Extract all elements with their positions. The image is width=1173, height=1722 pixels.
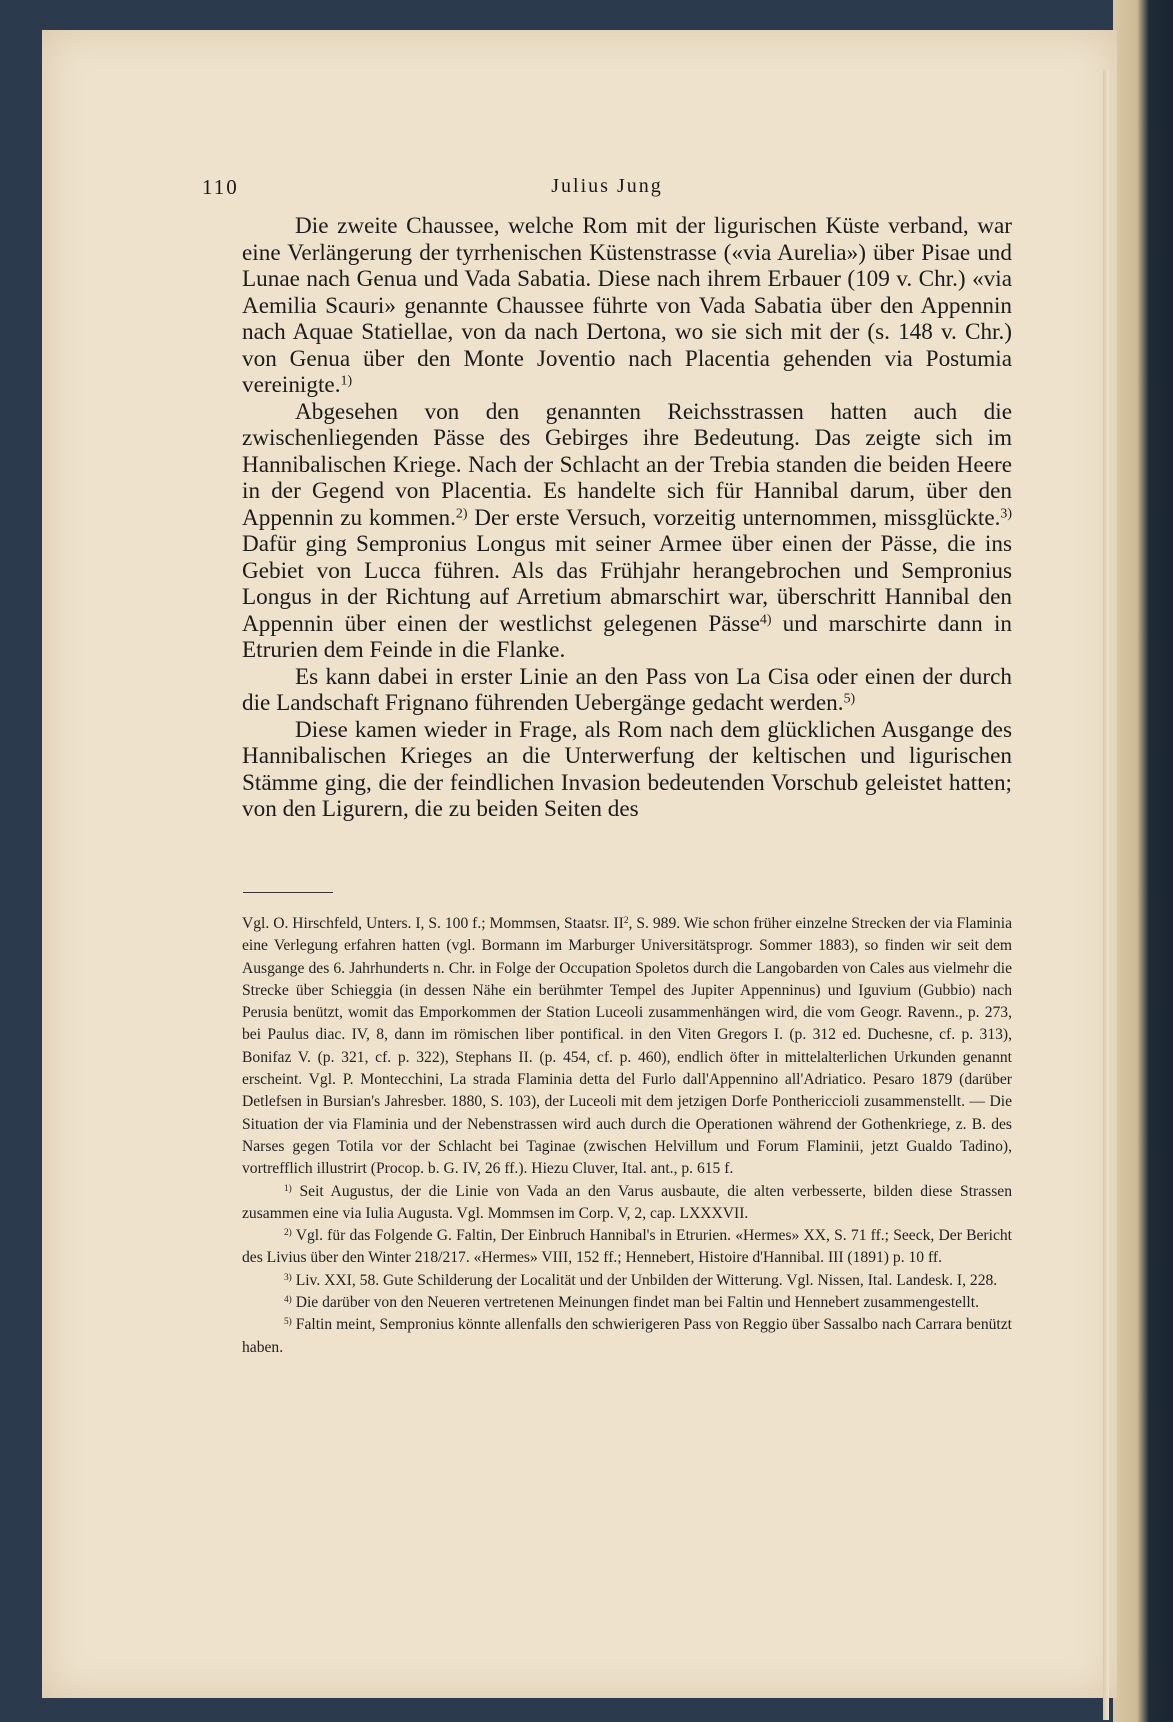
paragraph-4 bbox=[242, 717, 1012, 823]
footnote-3 bbox=[242, 1270, 1012, 1292]
footnote-4 bbox=[242, 1292, 1012, 1314]
footnote-rule bbox=[243, 892, 333, 893]
paragraph-2-text-a: Abgesehen von den genannten Reichsstrassen hatten auch die zwischenliegenden Pässe des Gebirges ihre Bedeutung. Das zeigte sich im Hannibalischen Kriege. Nach der Schlacht an der Trebia standen die beiden Heere in der Gegend von Placentia. Es handelte sich für Hannibal darum, über den Appennin zu kommen. bbox=[242, 398, 1012, 531]
footnote-continuation-sup: 2 bbox=[623, 915, 629, 926]
running-head: Julius Jung bbox=[551, 175, 663, 197]
paragraph-1 bbox=[242, 213, 1012, 399]
footnote-continuation-text-b: , S. 989. Wie schon früher einzelne Strecken der via Flaminia eine Verlegung erfahren hatten (vgl. Bormann im Marburger Universitätsprogr. Sommer 1883), so finden wir seit dem Ausgange des 6. Jahrhunderts n. Chr. in Folge der Occupation Spoletos durch die Langobarden von Cales aus vielmehr die Strecke über Schieggia (in dessen Nähe ein berühmter Tempel des Jupiter Appenninus) und Iguvium (Gubbio) nach Perusia benützt, womit das Emporkommen der Station Luceoli zusammenhängen wird, die vom Geogr. Ravenn., p. 273, bei Paulus diac. IV, 8, dann im römischen liber pontifical. in den Viten Gregors I. (p. 312 ed. Duchesne, cf. p. 313), Bonifaz V. (p. 321, cf. p. 322), Stephans II. (p. 454, cf. p. 460), endlich öfter in mittelalterlichen Urkunden genannt erscheint. Vgl. P. Montecchini, La strada Flaminia detta del Furlo dall'Appennino all'Adriatico. Pesaro 1879 (darüber Detlefsen in Bursian's Jahresber. 1880, S. 103), der Luceoli mit dem jetzigen Dorfe Ponthericcioli zusammenstellt. — Die Situation der via Flaminia und der Nebenstrassen wird auch durch die Operationen während der Gothenkriege, z. B. des Narses gegen Totila vor der Schlacht bei Taginae (zwischen Helvillum und Forum Flaminii, jetzt Gualdo Tadino), vortrefflich illustrirt (Procop. b. G. IV, 26 ff.). Hiezu Cluver, Ital. ant., p. 615 f. bbox=[242, 915, 1012, 1178]
footnote-1 bbox=[242, 1181, 1012, 1226]
paragraph-1-text: Die zweite Chaussee, welche Rom mit der ligurischen Küste verband, war eine Verlängerung der tyrrhenischen Küstenstrasse («via Aurelia») über Pisae und Lunae nach Genua und Vada Sabatia. Diese nach ihrem Erbauer (109 v. Chr.) «via Aemilia Scauri» genannte Chaussee führte von Vada Sabatia über den Appennin nach Aquae Statiellae, von da nach Dertona, wo sie sich mit der (s. 148 v. Chr.) von Genua über den Monte Joventio nach Placentia gehenden via Postumia vereinigte. bbox=[242, 213, 1012, 398]
footnote-ref-1: 1) bbox=[340, 373, 353, 389]
page-edge bbox=[1103, 70, 1109, 1720]
footnote-5-text: Faltin meint, Sempronius könnte allenfalls den schwierigeren Pass von Reggio über Sassalbo nach Carrara benützt haben. bbox=[242, 1316, 1012, 1356]
footnote-4-text: Die darüber von den Neueren vertretenen Meinungen findet man bei Faltin und Hennebert zusammengestellt. bbox=[291, 1294, 979, 1312]
footnote-4-mark: 4) bbox=[284, 1294, 292, 1305]
footnote-ref-3: 3) bbox=[1000, 505, 1012, 521]
footnote-5 bbox=[242, 1314, 1012, 1359]
footnote-3-text: Liv. XXI, 58. Gute Schilderung der Localität und der Unbilden der Witterung. Vgl. Nissen, Ital. Landesk. I, 228. bbox=[291, 1271, 998, 1289]
footnote-5-mark: 5) bbox=[284, 1317, 292, 1328]
footnote-2-text: Vgl. für das Folgende G. Faltin, Der Einbruch Hannibal's in Etrurien. «Hermes» XX, S. 71 ff.; Seeck, Der Bericht des Livius über den Winter 218/217. «Hermes» VIII, 152 ff.; Hennebert, Histoire d'Hannibal. III (1891) p. 10 ff. bbox=[242, 1227, 1012, 1267]
footnote-1-mark: 1) bbox=[284, 1183, 292, 1194]
paragraph-4-text: Diese kamen wieder in Frage, als Rom nach dem glücklichen Ausgange des Hannibalischen Krieges an die Unterwerfung der keltischen und ligurischen Stämme ging, die der feindlichen Invasion bedeutenden Vorschub geleistet hatten; von den Ligurern, die zu beiden Seiten des bbox=[242, 716, 1012, 822]
footnote-ref-5: 5) bbox=[843, 691, 856, 707]
footnote-ref-2: 2) bbox=[455, 505, 468, 521]
page-number: 110 bbox=[202, 175, 239, 199]
footnote-2-mark: 2) bbox=[284, 1228, 292, 1239]
footnote-2 bbox=[242, 1225, 1012, 1270]
footnote-1-text: Seit Augustus, der die Linie von Vada an den Varus ausbaute, die alten verbesserte, bilden diese Strassen zusammen eine via Iulia Augusta. Vgl. Mommsen im Corp. V, 2, cap. LXXXVII. bbox=[242, 1182, 1012, 1222]
footnote-3-mark: 3) bbox=[284, 1272, 292, 1283]
paragraph-2-text-c: Dafür ging Sempronius Longus mit seiner Armee über einen der Pässe, die ins Gebiet von Lucca führen. Als das Frühjahr herangebrochen und Sempronius Longus in der Richtung auf Arretium abmarschirt war, überschritt Hannibal den Appennin über einen der westlichst gelegenen Pässe bbox=[242, 531, 1012, 637]
paragraph-2 bbox=[242, 399, 1012, 664]
book-board bbox=[1113, 0, 1173, 1722]
footnotes bbox=[242, 913, 1012, 1359]
paragraph-3 bbox=[242, 664, 1012, 717]
footnote-ref-4: 4) bbox=[759, 611, 772, 627]
footnote-continuation bbox=[242, 913, 1012, 1181]
main-text bbox=[242, 213, 1012, 823]
paragraph-2-text-d: und marschirte dann in Etrurien dem Feinde in die Flanke. bbox=[242, 610, 1013, 663]
footnote-continuation-text-a: Vgl. O. Hirschfeld, Unters. I, S. 100 f.; Mommsen, Staatsr. II bbox=[242, 915, 624, 932]
paragraph-2-text-b: Der erste Versuch, vorzeitig unternommen, missglückte. bbox=[467, 504, 1001, 531]
page-header bbox=[202, 175, 1012, 199]
paragraph-3-text: Es kann dabei in erster Linie an den Pass von La Cisa oder einen der durch die Landschaft Frignano führenden Uebergänge gedacht werden. bbox=[242, 663, 1012, 716]
